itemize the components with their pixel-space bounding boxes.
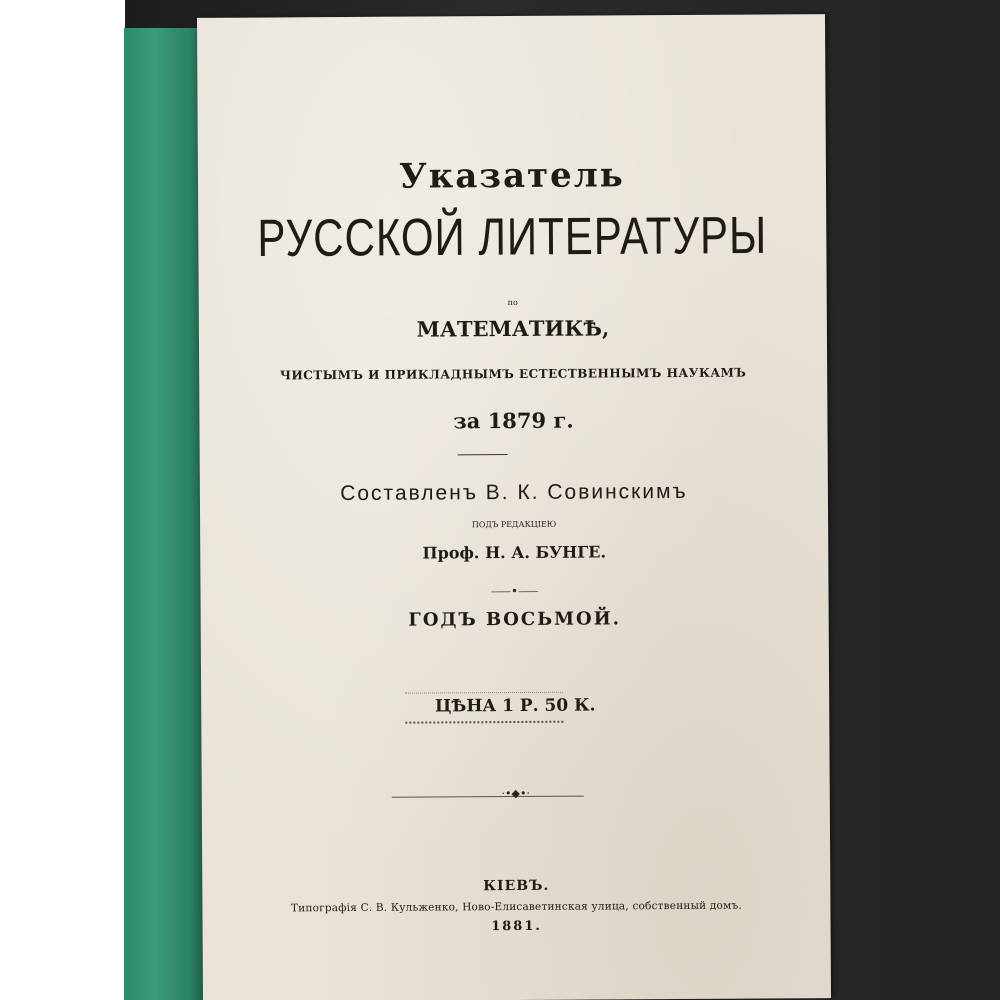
edition-label: ГОДЪ ВОСЬМОЙ.: [408, 608, 622, 631]
compiled-by: Составленъ В. К. Совинскимъ: [340, 479, 688, 506]
imprint-year: 1881.: [491, 918, 542, 935]
title-po: по: [507, 297, 518, 308]
price-label: ЦѢНА 1 Р. 50 К.: [434, 695, 596, 717]
editor-name: Проф. Н. А. БУНГЕ.: [422, 542, 607, 563]
title-heading: Указатель: [399, 155, 625, 197]
edited-under: ПОДЪ РЕДАКЦІЕЮ: [471, 519, 557, 530]
title-subject: РУССКОЙ ЛИТЕРАТУРЫ: [257, 205, 768, 268]
large-ornament: ·•◆•·: [501, 786, 531, 801]
imprint-printer: Типографія С. В. Кульженко, Ново-Елисаветинская улица, собственный домъ.: [290, 899, 742, 915]
imprint-city: КІЕВЪ.: [483, 877, 550, 895]
small-ornament: ⸺•⸺: [490, 583, 539, 599]
title-year-range: за 1879 г.: [453, 407, 574, 434]
divider-rule: [458, 454, 508, 455]
white-margin: [0, 0, 125, 1000]
title-page: [197, 14, 831, 1000]
title-sciences: ЧИСТЫМЪ И ПРИКЛАДНЫМЪ ЕСТЕСТВЕННЫМЪ НАУКАМЪ: [279, 365, 747, 383]
title-mathematics: МАТЕМАТИКѢ,: [416, 315, 610, 342]
